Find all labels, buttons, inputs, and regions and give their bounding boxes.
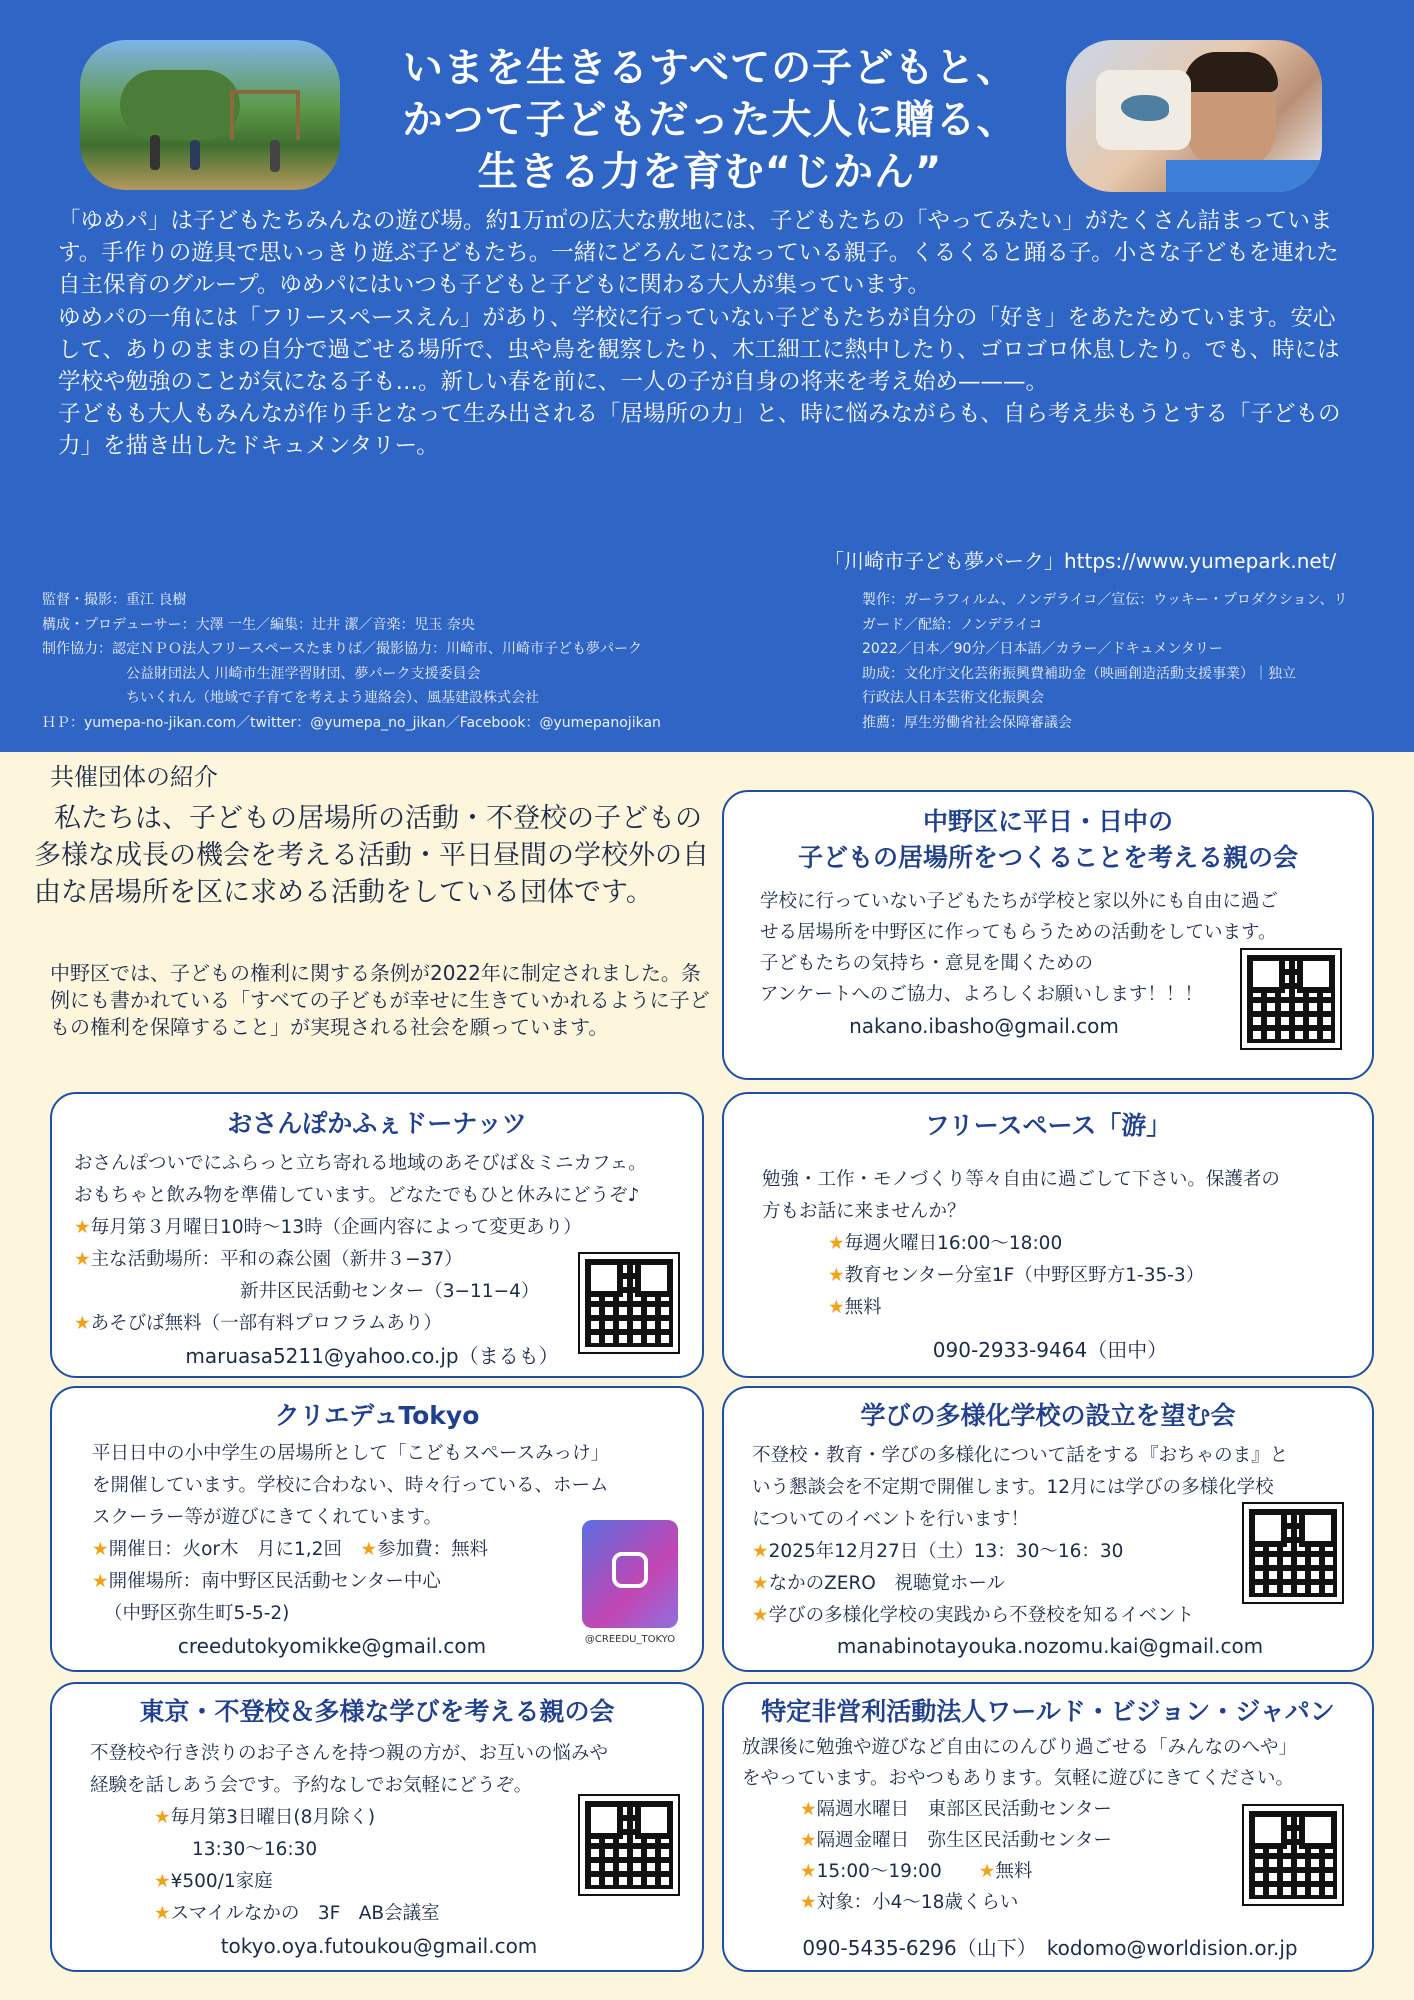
star-icon: ★ bbox=[74, 1313, 91, 1334]
star-icon: ★ bbox=[828, 1297, 845, 1318]
credit-line: 構成・プロデューサー：大澤 一生／編集：辻井 潔／音楽：児玉 奈央 bbox=[42, 616, 475, 633]
instagram-handle: @CREEDU_TOKYO bbox=[584, 1634, 676, 1645]
star-icon: ★ bbox=[74, 1217, 91, 1238]
card-email[interactable]: tokyo.oya.futoukou@gmail.com bbox=[220, 1934, 538, 1958]
card-email[interactable]: nakano.ibasho@gmail.com bbox=[849, 1014, 1119, 1038]
star-icon: ★ bbox=[800, 1892, 817, 1913]
star-icon: ★ bbox=[92, 1571, 109, 1592]
card-body: 放課後に勉強や遊びなど自由にのんびり過ごせる「みんなのへや」 をやっています。おやつもあります。気軽に遊びにきてください。 ★隔週水曜日 東部区民活動センター ★隔週金曜日 弥生区民活動センター ★15:00～19:00 ★無料 ★対象：小4～18歳くらい bbox=[742, 1737, 1298, 1913]
card-email[interactable]: maruasa5211@yahoo.co.jp（まるも） bbox=[185, 1344, 559, 1368]
card-body: 学校に行っていない子どもたちが学校と家以外にも自由に過ご せる居場所を中野区に作ってもらうための活動をしています。 子どもたちの気持ち・意見を聞くための アンケートへのご協力、よろしくお願いします！！！ bbox=[760, 891, 1279, 1005]
star-icon: ★ bbox=[74, 1249, 91, 1270]
star-icon: ★ bbox=[828, 1233, 845, 1254]
qr-code-icon[interactable] bbox=[1242, 950, 1340, 1048]
credit-line: 製作：ガーラフィルム、ノンデライコ／宣伝：ウッキー・プロダクション、リ bbox=[862, 592, 1348, 608]
card-tokyo-futoukou bbox=[50, 1682, 704, 1972]
card-title: 中野区に平日・日中の 子どもの居場所をつくることを考える親の会 bbox=[797, 807, 1298, 872]
star-icon: ★ bbox=[752, 1573, 769, 1594]
star-icon: ★ bbox=[154, 1807, 171, 1828]
card-email[interactable]: manabinotayouka.nozomu.kai@gmail.com bbox=[836, 1634, 1264, 1658]
card-email[interactable]: creedutokyomikke@gmail.com bbox=[177, 1634, 487, 1658]
card-manabi-tayouka bbox=[722, 1386, 1374, 1672]
star-icon: ★ bbox=[800, 1799, 817, 1820]
star-icon: ★ bbox=[154, 1871, 171, 1892]
film-tagline bbox=[380, 42, 1040, 198]
credits-right bbox=[862, 588, 1382, 735]
qr-code-icon[interactable] bbox=[580, 1254, 678, 1352]
star-icon: ★ bbox=[978, 1861, 996, 1882]
card-title: クリエデュTokyo bbox=[274, 1401, 480, 1430]
instagram-icon bbox=[612, 1552, 648, 1588]
film-synopsis bbox=[58, 205, 1358, 463]
card-phone[interactable]: 090-2933-9464（田中） bbox=[932, 1338, 1168, 1362]
credit-line: 行政法人日本芸術文化振興会 bbox=[862, 690, 1044, 706]
synopsis-paragraph: 「ゆめパ」は子どもたちみんなの遊び場。約1万㎡の広大な敷地には、子どもたちの「やってみたい」がたくさん詰まっています。手作りの遊具で思いっきり遊ぶ子どもたち。一緒にどろんこになっている親子。くるくると踊る子。小さな子どもを連れた自主保育のグループ。ゆめパにはいつも子どもと子どもに関わる大人が集っています。 bbox=[58, 208, 1339, 299]
synopsis-paragraph: 子どもも大人もみんなが作り手となって生み出される「居場所の力」と、時に悩みながらも、自ら考え歩もうとする「子どもの力」を描き出したドキュメンタリー。 bbox=[58, 401, 1341, 460]
credit-line: 2022／日本／90分／日本語／カラー／ドキュメンタリー bbox=[862, 641, 1223, 657]
card-title: 東京・不登校＆多様な学びを考える親の会 bbox=[139, 1697, 615, 1726]
card-body: 平日日中の小中学生の居場所として「こどもスペースみっけ」 を開催しています。学校に合わない、時々行っている、ホーム スクーラー等が遊びにきてくれています。 ★開催日：火or木 月に1,2回 ★参加費：無料 ★開催場所：南中野区民活動センター中心 （中野区弥生町5-5-2) bbox=[92, 1443, 610, 1624]
nakano-ward-note: 中野区では、子どもの権利に関する条例が2022年に制定されました。条例にも書かれている「すべての子どもが幸せに生きていかれるように子どもの権利を保障すること」が実現される社会を願っています。 bbox=[50, 961, 710, 1039]
card-creedu-tokyo bbox=[50, 1386, 704, 1672]
star-icon: ★ bbox=[752, 1605, 769, 1626]
credit-line: ＨＰ：yumepa-no-jikan.com／twitter：@yumepa_no_jikan／Facebook：@yumepanojikan bbox=[42, 714, 661, 731]
credit-line: 推薦：厚生労働省社会保障審議会 bbox=[862, 714, 1072, 731]
card-world-vision bbox=[722, 1682, 1374, 1972]
yumepark-link[interactable]: 「川崎市子ども夢パーク」https://www.yumepark.net/ bbox=[824, 549, 1337, 573]
tagline-line-3: 生きる力を育む“じかん” bbox=[477, 149, 943, 195]
film-banner bbox=[0, 0, 1414, 752]
organizers-intro: 私たちは、子どもの居場所の活動・不登校の子どもの多様な成長の機会を考える活動・平日昼間の学校外の自由な居場所を区に求める活動をしている団体です。 bbox=[34, 803, 709, 908]
qr-code-icon[interactable] bbox=[1244, 1806, 1342, 1904]
card-contact[interactable]: 090-5435-6296（山下） kodomo@worldision.or.jp bbox=[802, 1936, 1298, 1960]
card-osanpo-cafe bbox=[50, 1092, 704, 1378]
credit-line: ちいくれん（地域で子育てを考えよう連絡会）、風基建設株式会社 bbox=[126, 690, 539, 706]
star-icon: ★ bbox=[360, 1539, 378, 1560]
credits-left bbox=[42, 588, 842, 735]
card-freespace-yu bbox=[722, 1092, 1374, 1378]
tagline-line-1: いまを生きるすべての子どもと、 bbox=[402, 45, 1018, 91]
organizers-heading: 共催団体の紹介 bbox=[50, 763, 218, 791]
credit-line: 制作協力：認定ＮＰＯ法人フリースペースたまりば／撮影協力：川崎市、川崎市子ども夢パーク bbox=[42, 641, 643, 657]
card-title: おさんぽかふぇドーナッツ bbox=[227, 1109, 527, 1138]
synopsis-paragraph: ゆめパの一角には「フリースペースえん」があり、学校に行っていない子どもたちが自分の「好き」をあたためています。安心して、ありのままの自分で過ごせる場所で、虫や鳥を観察したり、木工細工に熱中したり、ゴロゴロ休息したり。でも、時には学校や勉強のことが気になる子も…。新しい春を前に、一人の子が自身の将来を考え始め———。 bbox=[58, 304, 1340, 396]
credit-line: 助成：文化庁文化芸術振興費補助金（映画創造活動支援事業）｜独立 bbox=[862, 665, 1296, 682]
card-title: フリースペース「游」 bbox=[924, 1111, 1172, 1140]
credit-line: 監督・撮影：重江 良樹 bbox=[42, 592, 187, 608]
qr-code-icon[interactable] bbox=[1244, 1504, 1342, 1602]
child-photo bbox=[1066, 40, 1322, 192]
card-title: 学びの多様化学校の設立を望む会 bbox=[860, 1401, 1236, 1430]
card-title: 特定非営利活動法人ワールド・ビジョン・ジャパン bbox=[761, 1697, 1335, 1726]
card-body: 不登校・教育・学びの多様化について話をする『おちゃのま』と いう懇談会を不定期で開催します。12月には学びの多様化学校 についてのイベントを行います！ ★2025年12月27日（土）13：30～16：30 ★なかのZERO 視聴覚ホール ★学びの多様化学校の実践から不登校を知るイベント bbox=[752, 1445, 1289, 1626]
card-nakano-ibasho bbox=[722, 790, 1374, 1080]
star-icon: ★ bbox=[800, 1830, 817, 1851]
star-icon: ★ bbox=[800, 1861, 817, 1882]
card-body: 勉強・工作・モノづくり等々自由に過ごして下さい。保護者の 方もお話に来ませんか？ ★毎週火曜日16:00～18:00 ★教育センター分室1F（中野区野方1-35-3） ★無料 bbox=[762, 1169, 1280, 1318]
playground-photo bbox=[80, 40, 340, 190]
star-icon: ★ bbox=[92, 1539, 109, 1560]
card-body: 不登校や行き渋りのお子さんを持つ親の方が、お互いの悩みや 経験を話しあう会です。予約なしでお気軽にどうぞ。 ★毎月第3日曜日(8月除く) 13:30～16:30 ★¥500/1家庭 ★スマイルなかの 3F AB会議室 bbox=[90, 1743, 609, 1924]
star-icon: ★ bbox=[752, 1541, 769, 1562]
credit-line: 公益財団法人 川崎市生涯学習財団、夢パーク支援委員会 bbox=[126, 665, 481, 682]
card-body: おさんぽついでにふらっと立ち寄れる地域のあそびば＆ミニカフェ。 おもちゃと飲み物を準備しています。どなたでもひと休みにどうぞ♪ ★毎月第３月曜日10時～13時（企画内容によって変更あり） ★主な活動場所：平和の森公園（新井３−37） 新井区民活動センター（3−11−4） ★あそびば無料（一部有料プロフラムあり） bbox=[74, 1153, 647, 1334]
tagline-line-2: かつて子どもだった大人に贈る、 bbox=[402, 97, 1018, 143]
credit-line: ガード／配給：ノンデライコ bbox=[862, 616, 1043, 633]
star-icon: ★ bbox=[828, 1265, 845, 1286]
instagram-qr-icon[interactable] bbox=[582, 1520, 678, 1645]
star-icon: ★ bbox=[154, 1903, 171, 1924]
qr-code-icon[interactable] bbox=[580, 1796, 678, 1894]
